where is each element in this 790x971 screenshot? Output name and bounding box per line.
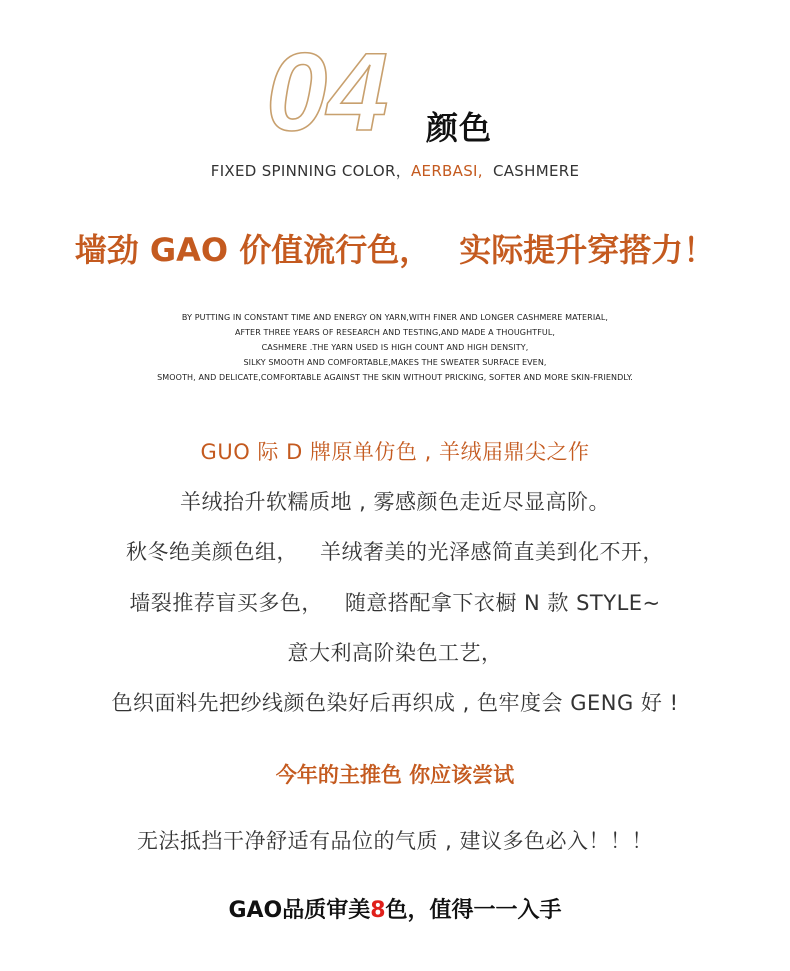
body-line-4a: 墙裂推荐盲买多色， (129, 591, 323, 615)
en-line: SMOOTH, AND DELICATE,COMFORTABLE AGAINST THE SKIN WITHOUT PRICKING, SOFTER AND MORE SKIN-FRIENDLY. (157, 373, 633, 382)
section-number-outline (262, 36, 412, 140)
body-line-2: 羊绒抬升软糯质地 , 雾感颜色走近尽显高阶。 (179, 490, 611, 514)
section-number-text: 04 (266, 36, 389, 140)
final-prefix: GAO品质审美 (228, 898, 371, 923)
en-line: BY PUTTING IN CONSTANT TIME AND ENERGY ON YARN,WITH FINER AND LONGER CASHMERE MATERIAL, (181, 313, 609, 322)
headline (0, 228, 790, 272)
subtitle-part3: CASHMERE (492, 162, 580, 180)
advice-line: 无法抵挡干净舒适有品位的气质 , 建议多色必入！！！ (136, 829, 654, 853)
english-description (0, 310, 790, 385)
en-line: SILKY SMOOTH AND COMFORTABLE,MAKES THE SWEATER SURFACE EVEN, (243, 358, 547, 367)
headline-part2: 实际提升穿搭力！ (459, 231, 716, 269)
body-line-1: GUO 际 D 牌原单仿色 , 羊绒届鼎尖之作 (200, 440, 590, 464)
final-count: 8 (370, 898, 386, 923)
headline-part1: 墙劲 GAO 价值流行色， (74, 231, 432, 269)
body-line-6: 色织面料先把纱线颜色染好后再织成 , 色牢度会 GENG 好 ! (111, 691, 679, 715)
recommend-heading: 今年的主推色 你应该尝试 (275, 763, 515, 787)
en-line: AFTER THREE YEARS OF RESEARCH AND TESTING,AND MADE A THOUGHTFUL, (234, 328, 556, 337)
section-header (0, 28, 790, 147)
body-line-4 (0, 588, 790, 618)
subtitle-part1: FIXED SPINNING COLOR， (210, 162, 411, 180)
subtitle (0, 160, 790, 182)
body-line-3a: 秋冬绝美颜色组， (126, 540, 298, 564)
body-line-3 (0, 537, 790, 567)
final-line (0, 895, 790, 927)
section-title: 颜色 (426, 109, 493, 147)
body-line-3b: 羊绒奢美的光泽感简直美到化不开， (320, 540, 664, 564)
body-line-5: 意大利高阶染色工艺， (287, 641, 503, 665)
body-line-4b: 随意搭配拿下衣橱 N 款 STYLE~ (344, 591, 661, 615)
en-line: CASHMERE .THE YARN USED IS HIGH COUNT AND HIGH DENSITY, (261, 343, 529, 352)
subtitle-brand: AERBASI, (411, 162, 483, 180)
final-suffix: 色，值得一一入手 (385, 898, 562, 923)
